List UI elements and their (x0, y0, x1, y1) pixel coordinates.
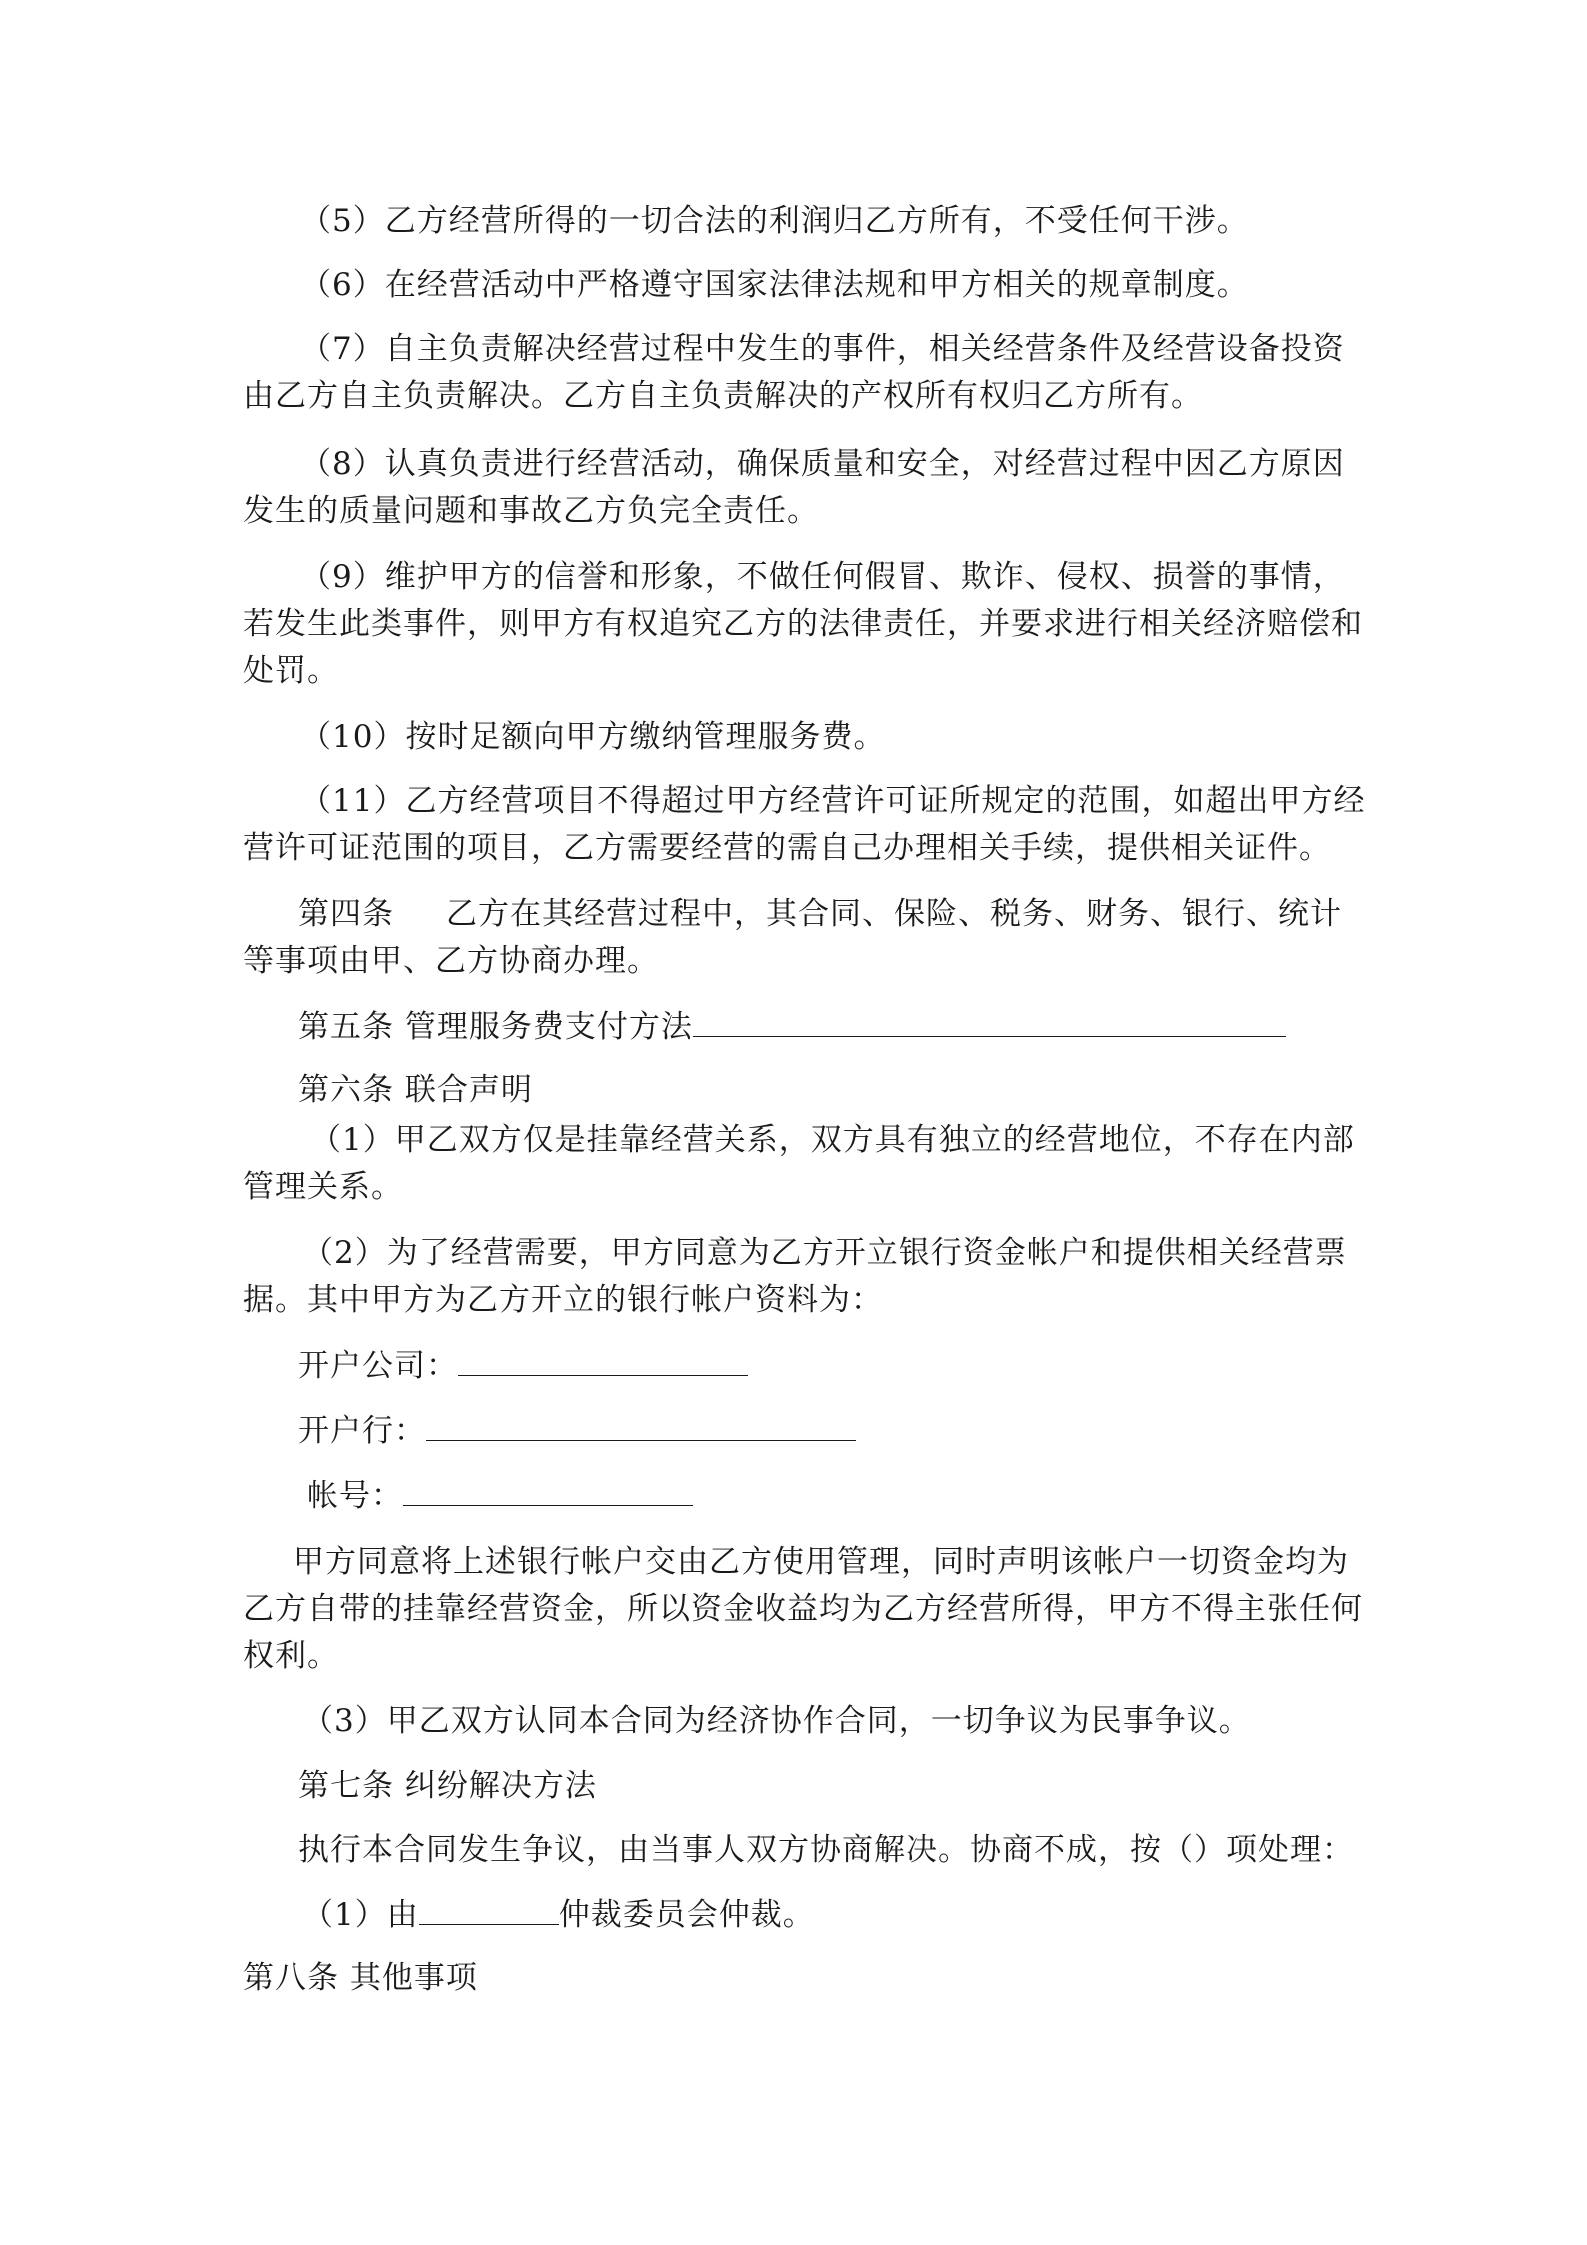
account-number-label: 帐号： (307, 1478, 403, 1514)
article-4-line2: 等事项由甲、乙方协商办理。 (243, 943, 659, 979)
article-6-item2-line1: （2）为了经营需要，甲方同意为乙方开立银行资金帐户和提供相关经营票 (302, 1235, 1347, 1271)
article-5-text: 第五条 管理服务费支付方法 (298, 1009, 693, 1045)
account-company-blank[interactable] (458, 1345, 748, 1376)
article-6-title: 第六条 联合声明 (298, 1072, 533, 1108)
article-6-statement-line3: 权利。 (243, 1638, 339, 1674)
article-6-item3: （3）甲乙双方认同本合同为经济协作合同，一切争议为民事争议。 (302, 1703, 1251, 1739)
article-8-title: 第八条 其他事项 (243, 1960, 478, 1996)
article-6-statement-line1: 甲方同意将上述银行帐户交由乙方使用管理，同时声明该帐户一切资金均为 (293, 1544, 1349, 1580)
clause-item-8-line1: （8）认真负责进行经营活动，确保质量和安全，对经营过程中因乙方原因 (300, 446, 1345, 482)
article-7-item1-suffix: 仲裁委员会仲裁。 (558, 1897, 815, 1933)
article-6-item2-line2: 据。其中甲方为乙方开立的银行帐户资料为： (243, 1282, 883, 1318)
arbitration-committee-blank[interactable] (419, 1894, 559, 1925)
clause-item-9-line2: 若发生此类事件，则甲方有权追究乙方的法律责任，并要求进行相关经济赔偿和 (243, 606, 1363, 642)
article-7-title: 第七条 纠纷解决方法 (298, 1768, 597, 1804)
article-4-label: 第四条 (298, 896, 394, 932)
account-bank-row (298, 1407, 856, 1455)
clause-item-9-line3: 处罚。 (243, 653, 339, 689)
account-number-blank[interactable] (403, 1475, 693, 1506)
clause-item-11-line1: （11）乙方经营项目不得超过甲方经营许可证所规定的范围，如超出甲方经 (300, 783, 1366, 819)
clause-item-6: （6）在经营活动中严格遵守国家法律法规和甲方相关的规章制度。 (300, 267, 1249, 303)
account-company-row (298, 1342, 748, 1390)
account-company-label: 开户公司： (298, 1348, 458, 1384)
clause-item-9-line1: （9）维护甲方的信誉和形象，不做任何假冒、欺诈、侵权、损誉的事情， (300, 559, 1345, 595)
clause-item-7-line1: （7）自主负责解决经营过程中发生的事件，相关经营条件及经营设备投资 (300, 331, 1345, 367)
article-6-statement-line2: 乙方自带的挂靠经营资金，所以资金收益均为乙方经营所得，甲方不得主张任何 (243, 1591, 1363, 1627)
article-4-line1 (298, 890, 1342, 938)
account-bank-blank[interactable] (426, 1410, 856, 1441)
account-number-row (307, 1472, 693, 1520)
clause-item-11-line2: 营许可证范围的项目，乙方需要经营的需自己办理相关手续，提供相关证件。 (243, 830, 1331, 866)
article-7-text: 执行本合同发生争议，由当事人双方协商解决。协商不成，按（）项处理： (298, 1832, 1354, 1868)
clause-item-5: （5）乙方经营所得的一切合法的利润归乙方所有，不受任何干涉。 (300, 203, 1249, 239)
clause-item-10: （10）按时足额向甲方缴纳管理服务费。 (300, 719, 886, 755)
article-7-item1 (302, 1891, 815, 1939)
article-7-item1-prefix: （1）由 (302, 1897, 419, 1933)
article-5-line (298, 1003, 1286, 1051)
clause-item-8-line2: 发生的质量问题和事故乙方负完全责任。 (243, 493, 819, 529)
account-bank-label: 开户行： (298, 1413, 426, 1449)
article-6-item1-line2: 管理关系。 (243, 1169, 403, 1205)
article-6-item1-line1: （1）甲乙双方仅是挂靠经营关系，双方具有独立的经营地位，不存在内部 (310, 1122, 1355, 1158)
clause-item-7-line2: 由乙方自主负责解决。乙方自主负责解决的产权所有权归乙方所有。 (243, 378, 1203, 414)
payment-method-blank[interactable] (693, 1006, 1286, 1037)
article-4-text: 乙方在其经营过程中，其合同、保险、税务、财务、银行、统计 (446, 896, 1342, 932)
